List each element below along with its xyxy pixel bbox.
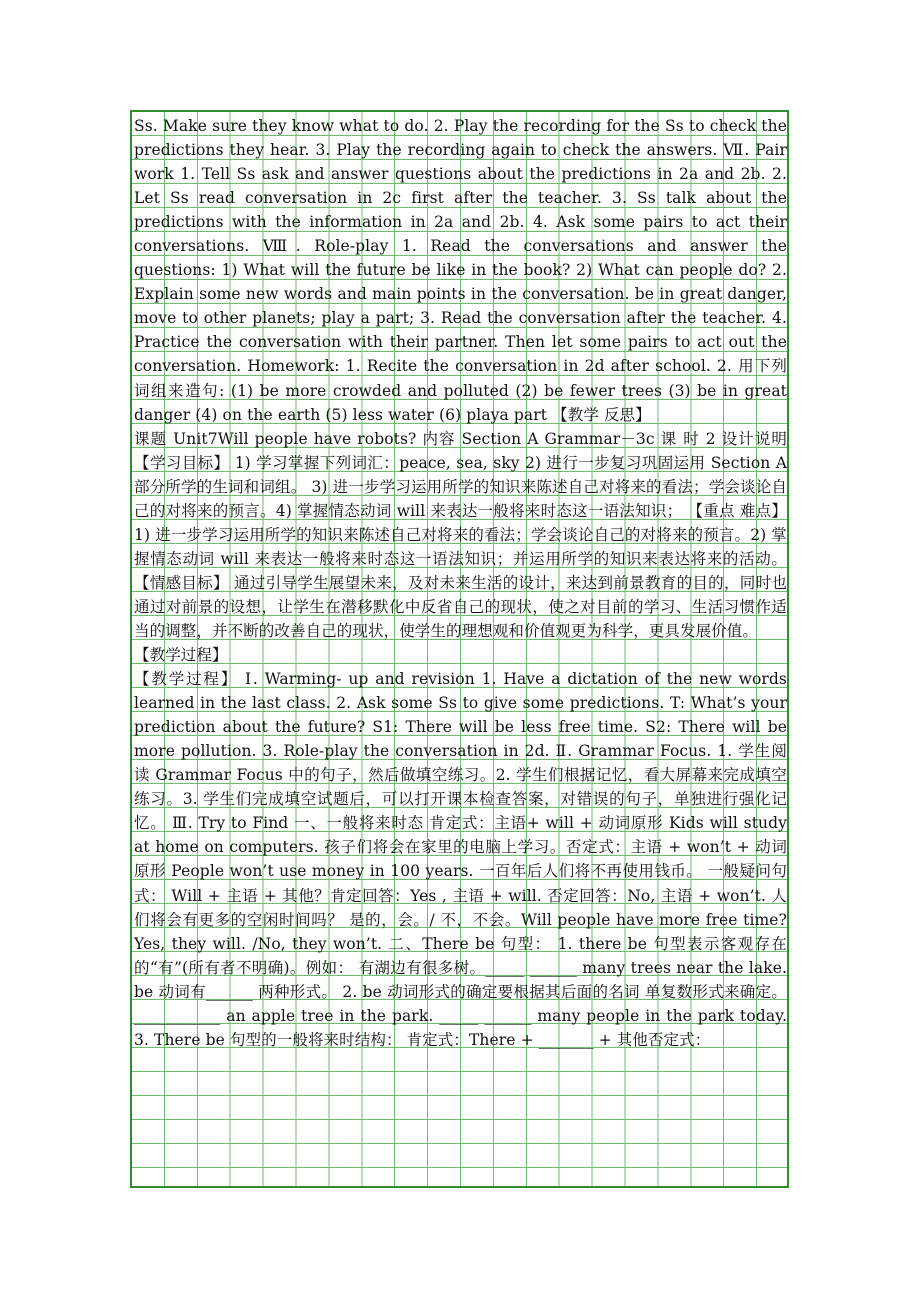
document-page: [130, 110, 789, 1188]
paragraph-teaching-process-heading: 【教学过程】: [134, 646, 228, 665]
paragraph-lesson2-header-objectives: 课题 Unit7Will people have robots? 内容 Section A Grammar－3c 课 时 2 设计说明 【学习目标】 1) 学习掌握下列词汇：peace, sea, sky 2) 进行一步复习巩固运用 Section A 部分所学的生词和词组。 3) 进一步学习运用所学的知识来陈述自己对将来的看法；学会谈论自己的对将来的预言。4) 掌握情态动词 will 来表达一般将来时态这一语法知识； 【重点 难点】 1) 进一步学习运用所学的知识来陈述自己对将来的看法；学会谈论自己的对将来的预言。2) 掌握情态动词 will 来表达一般将来时态这一语法知识；并运用所学的知识来表达将来的活动。 【情感目标】 通过引导学生展望未来，及对未来生活的设计，来达到前景教育的目的，同时也通过对前景的设想，让学生在潜移默化中反省自己的现状，使之对目前的学习、生活习惯作适当的调整，并不断的改善自己的现状，使学生的理想观和价值观更为科学，更具发展价值。: [134, 429, 787, 640]
paragraph-teaching-process: 【教学过程】 Ⅰ. Warming- up and revision 1. Have a dictation of the new words learned in the last class. 2. Ask some Ss to give some predictions. T: What’s your prediction about the future? S1: There will be less free time. S2: There will be more pollution. 3. Role-play the conversation in 2d. Ⅱ. Grammar Focus. 1. 学生阅读 Grammar Focus 中的句子，然后做填空练习。2. 学生们根据记忆，看大屏幕来完成填空练习。3. 学生们完成填空试题后，可以打开课本检查答案，对错误的句子，单独进行强化记忆。 Ⅲ. Try to Find 一、一般将来时态 肯定式：主语+ will + 动词原形 Kids will study at home on computers. 孩子们将会在家里的电脑上学习。否定式：主语 + won’t + 动词原形 People won’t use money in 100 years. 一百年后人们将不再使用钱币。 一般疑问句式： Will + 主语 + 其他？肯定回答：Yes , 主语 + will. 否定回答：No, 主语 + won’t. 人们将会有更多的空闲时间吗？ 是的，会。/ 不，不会。Will people have more free time? Yes, they will. /No, they won’t. 二、There be 句型： 1. there be 句型表示客观存在的“有”(所有者不明确)。例如： 有湖边有很多树。_____ ______ many trees near the lake. be 动词有______ 两种形式。 2. be 动词形式的确定要根据其后面的名词 单复数形式来确定。 ___________ an apple tree in the park. _____ ______ many people in the park today. 3. There be 句型的一般将来时结构： 肯定式：There + _______ + 其他否定式：: [134, 670, 787, 1049]
paragraph-lesson-procedure-end: Ss. Make sure they know what to do. 2. Play the recording for the Ss to check the predictions they hear. 3. Play the recording again to check the answers. Ⅶ. Pair work 1. Tell Ss ask and answer questions about the predictions in 2a and 2b. 2. Let Ss read conversation in 2c first after the teacher. 3. Ss talk about the predictions with the information in 2a and 2b. 4. Ask some pairs to act their conversations. Ⅷ. Role-play 1. Read the conversations and answer the questions: 1) What will the future be like in the book? 2) What can people do? 2. Explain some new words and main points in the conversation. be in great danger, move to other planets; play a part; 3. Read the conversation after the teacher. 4. Practice the conversation with their partner. Then let some pairs to act out the conversation. Homework: 1. Recite the conversation in 2d after school. 2. 用下列词组来造句: (1) be more crowded and polluted (2) be fewer trees (3) be in great danger (4) on the earth (5) less water (6) playa part 【教学 反思】: [134, 117, 787, 424]
document-body: [134, 114, 787, 1052]
